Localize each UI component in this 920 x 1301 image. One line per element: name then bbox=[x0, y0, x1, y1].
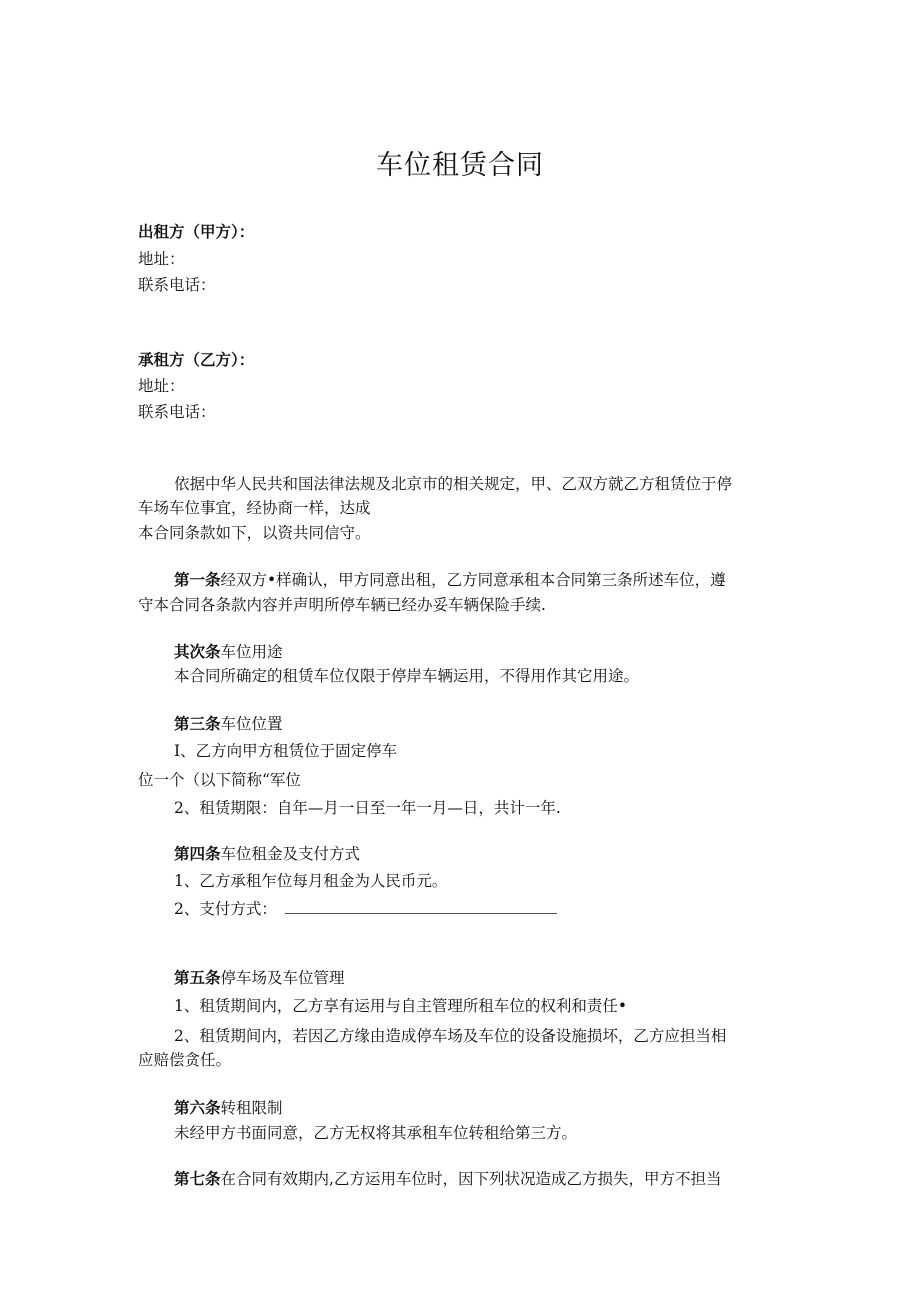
article-3-item-1-cont: 位一个（以下简称“军位 bbox=[138, 771, 301, 789]
article-4-label: 第四条 bbox=[174, 845, 221, 863]
lessee-address: 地址： bbox=[138, 377, 185, 395]
article-5-heading bbox=[174, 966, 345, 990]
article-4-item-1: 1、乙方承租乍位每月租金为人民币元。 bbox=[174, 872, 448, 890]
article-6-label: 第六条 bbox=[174, 1099, 221, 1117]
article-5-title: 停车场及车位管理 bbox=[220, 969, 345, 987]
article-5-label: 第五条 bbox=[174, 969, 221, 987]
article-5-item-2-cont: 应赔偿贪任。 bbox=[138, 1051, 232, 1069]
document-title: 车位租赁合同 bbox=[376, 150, 544, 181]
article-4-heading bbox=[174, 842, 360, 866]
article-3-label: 第三条 bbox=[174, 715, 221, 733]
intro-line-3: 本合同条款如下，以资共同信守。 bbox=[138, 524, 371, 542]
article-6-title: 转租限制 bbox=[220, 1099, 283, 1117]
article-2-title: 车位用途 bbox=[220, 643, 283, 661]
article-1-line-2: 守本合同各条款内容并声明所停车辆已经办妥车辆保险手续. bbox=[138, 596, 546, 614]
article-4-item-2 bbox=[174, 897, 557, 921]
article-6-body: 未经甲方书面同意，乙方无权将其承租车位转租给第三方。 bbox=[174, 1124, 578, 1142]
intro-line-1: 依据中华人民共和国法律法规及北京市的相关规定，甲、乙双方就乙方租赁位于停 bbox=[174, 475, 733, 493]
article-4-title: 车位租金及支付方式 bbox=[220, 845, 361, 863]
article-3-heading bbox=[174, 712, 283, 736]
article-2-label: 其次条 bbox=[174, 643, 221, 661]
article-1-line-1 bbox=[174, 568, 726, 592]
article-2-body: 本合同所确定的租赁车位仅限于停岸车辆运用，不得用作其它用途。 bbox=[174, 667, 640, 685]
article-5-item-1: 1、租赁期间内，乙方享有运用与自主管理所租车位的权利和责任• bbox=[174, 997, 628, 1015]
article-5-item-2: 2、租赁期间内，若因乙方缘由造成停车场及车位的设备设施损坏，乙方应担当相 bbox=[174, 1027, 727, 1045]
lessee-phone: 联系电话： bbox=[138, 403, 216, 421]
lessor-phone: 联系电话： bbox=[138, 276, 216, 294]
article-7-text: 在合同有效期内,乙方运用车位时，因下列状况造成乙方损失，甲方不担当 bbox=[220, 1170, 722, 1188]
lessee-heading: 承租方（乙方）： bbox=[138, 351, 255, 369]
article-3-title: 车位位置 bbox=[220, 715, 283, 733]
article-7-line-1 bbox=[174, 1167, 721, 1191]
article-2-heading bbox=[174, 640, 283, 664]
article-1-label: 第一条 bbox=[174, 571, 221, 589]
article-7-label: 第七条 bbox=[174, 1170, 221, 1188]
lessor-address: 地址： bbox=[138, 250, 185, 268]
intro-line-2: 车场车位事宜，经协商一样，达成 bbox=[138, 499, 371, 517]
payment-method-blank bbox=[285, 899, 557, 914]
article-3-item-2: 2、租赁期限：自年—月一日至一年一月—日，共计一年. bbox=[174, 799, 561, 817]
payment-method-label: 2、支付方式： bbox=[174, 900, 277, 918]
article-6-heading bbox=[174, 1096, 283, 1120]
lessor-heading: 出租方（甲方）： bbox=[138, 223, 255, 241]
article-1-text: 经双方•样确认，甲方同意出租，乙方同意承租本合同第三条所述车位，遵 bbox=[220, 571, 726, 589]
article-3-item-1: I、乙方向甲方租赁位于固定停车 bbox=[174, 742, 398, 760]
